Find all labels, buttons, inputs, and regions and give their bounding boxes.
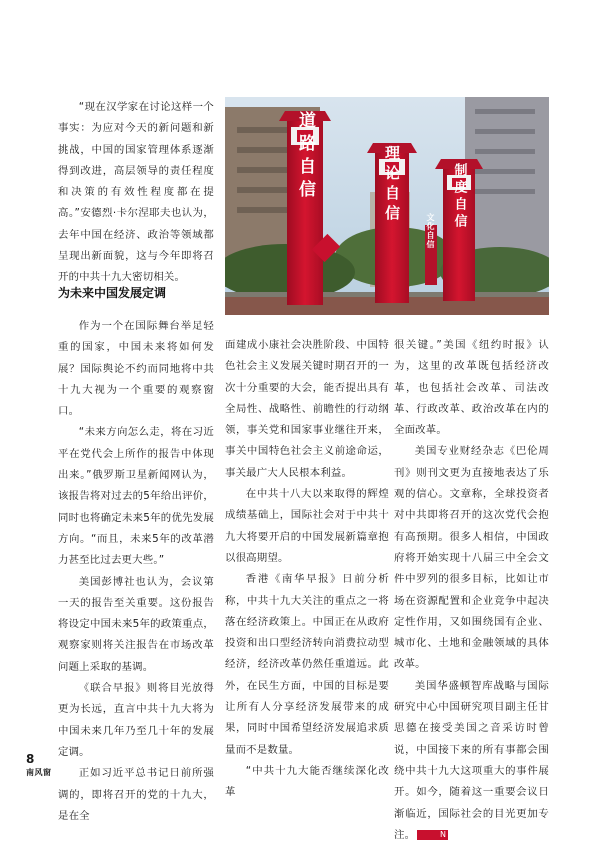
paragraph: “中共十九大能否继续深化改革 [225,764,389,799]
paragraph: “现在汉学家在讨论这样一个事实：为应对今天的新问题和新挑战，中国的国家管理体系逐渐得到改进，高层领导的责任程度和决策的有效性程度都在提高。”安德烈·卡尔涅耶夫也认为，去年中国在经济、政治等领域都呈现出新面貌，这与今年即将召开的中共十九大密切相关。 [58,101,214,284]
page-number: 8 [26,752,35,766]
paragraph-text: 美国华盛顿智库战略与国际研究中心中国研究项目副主任甘思德在接受美国之音采访时曾说，中国接下来的所有事都会围绕中共十九大这项重大的事件展开。如今，随着这一重要会议日渐临近，国际社会的目光更加专注。 [394,679,549,841]
section-heading: 为未来中国发展定调 [58,286,167,300]
paragraph: “未来方向怎么走，将在习近平在党代会上所作的报告中体现出来。”俄罗斯卫星新闻网认为，该报告将对过去的5年给出评价，同时也将确定未来5年的优先发展方向。“而且，未来5年的改革潜力甚至比过去更大些。” [58,426,214,567]
paragraph: 正如习近平总书记日前所强调的，即将召开的党的十九大，是在全 [58,767,214,822]
end-mark-badge: N [417,830,448,840]
paragraph: 美国专业财经杂志《巴伦周刊》则刊文更为直接地表达了乐观的信心。文章称，全球投资者对中共即将召开的这次党代会抱有高预期。很多人相信，中国政府将开始实现十八届三中全会文件中罗列的很多目标，比如让市场在资源配置和企业竞争中起决定性作用，又如围绕国有企业、城市化、土地和金融领域的具体改革。 [394,445,549,671]
column-1-top [58,97,214,289]
paragraph [394,676,549,846]
paragraph: 《联合早报》则将目光放得更为长远，直言中共十九大将为中国未来几年乃至几十年的发展定调。 [58,682,214,758]
pillar-1-text: 道路自信 [295,111,315,203]
column-2 [225,335,389,804]
column-1-bottom [58,316,214,827]
paragraph: 在中共十八大以来取得的辉煌成绩基础上，国际社会对于中共十九大将要开启的中国发展新篇章抱以很高期望。 [225,488,389,564]
column-3 [394,335,549,846]
paragraph: 香港《南华早报》日前分析称，中共十九大关注的重点之一将落在经济政策上。中国正在从政府投资和出口型经济转向消费拉动型经济，经济改革仍然任重道远。此外，在民生方面，中国的目标是要让所有人分享经济发展带来的成果，同时中国希望经济发展追求质量而不是数量。 [225,573,389,756]
pillar-3-text: 制度自信 [451,163,467,231]
paragraph: 作为一个在国际舞台举足轻重的国家，中国未来将如何发展？国际舆论不约而同地将中共十九大视为一个重要的观察窗口。 [58,320,214,418]
article-photo [225,97,549,315]
pillar-2-text: 理论自信 [383,145,401,225]
magazine-name: 南风窗 [26,768,52,777]
pillar-4-text: 文化自信 [426,213,436,249]
paragraph: 很关键。”美国《纽约时报》认为，这里的改革既包括经济改革，也包括社会改革、司法改革、行政改革、政治改革在内的全面改革。 [394,339,549,437]
paragraph: 面建成小康社会决胜阶段、中国特色社会主义发展关键时期召开的一次十分重要的大会，能否提出具有全局性、战略性、前瞻性的行动纲领，事关党和国家事业继往开来，事关中国特色社会主义前途命运，事关最广大人民根本利益。 [225,339,389,479]
paragraph: 美国彭博社也认为，会议第一天的报告至关重要。这份报告将设定中国未来5年的政策重点，观察家则将关注报告在市场改革问题上采取的基调。 [58,575,214,673]
